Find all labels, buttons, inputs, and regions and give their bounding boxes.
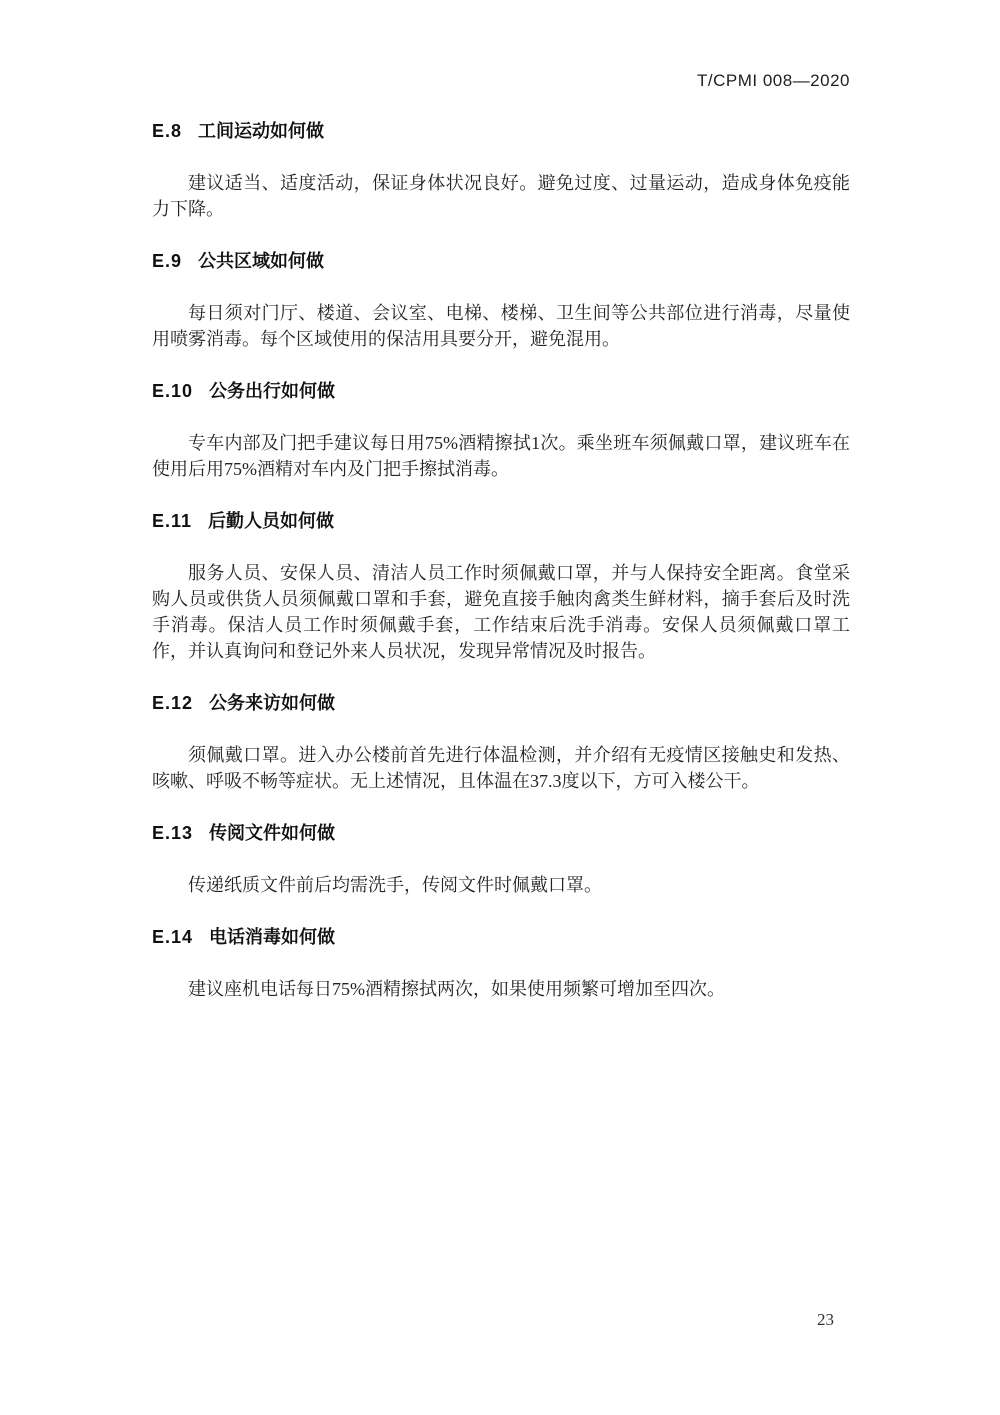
section-title: 后勤人员如何做 bbox=[208, 511, 335, 531]
section-heading-e13 bbox=[152, 820, 850, 846]
section-heading-e9 bbox=[152, 248, 850, 274]
page-number: 23 bbox=[817, 1310, 834, 1329]
section-title: 电话消毒如何做 bbox=[209, 927, 336, 947]
section-title: 工间运动如何做 bbox=[198, 121, 325, 141]
section-heading-e12 bbox=[152, 690, 850, 716]
section-heading-e11 bbox=[152, 508, 850, 534]
document-body bbox=[152, 118, 850, 1002]
section-paragraph-e13: 传递纸质文件前后均需洗手，传阅文件时佩戴口罩。 bbox=[188, 875, 602, 895]
section-heading-e14 bbox=[152, 924, 850, 950]
section-title: 传阅文件如何做 bbox=[209, 823, 336, 843]
section-paragraph-e12: 须佩戴口罩。进入办公楼前首先进行体温检测，并介绍有无疫情区接触史和发热、咳嗽、呼吸不畅等症状。无上述情况，且体温在37.3度以下，方可入楼公干。 bbox=[152, 745, 850, 791]
section-title: 公务出行如何做 bbox=[209, 381, 336, 401]
section-number: E.13 bbox=[152, 823, 194, 843]
section-title: 公共区域如何做 bbox=[198, 251, 325, 271]
section-number: E.14 bbox=[152, 927, 194, 947]
section-paragraph-e10: 专车内部及门把手建议每日用75%酒精擦拭1次。乘坐班车须佩戴口罩，建议班车在使用后用75%酒精对车内及门把手擦拭消毒。 bbox=[152, 433, 850, 479]
section-heading-e8 bbox=[152, 118, 850, 144]
section-number: E.12 bbox=[152, 693, 194, 713]
section-paragraph-e14: 建议座机电话每日75%酒精擦拭两次，如果使用频繁可增加至四次。 bbox=[188, 979, 725, 999]
section-paragraph-e9: 每日须对门厅、楼道、会议室、电梯、楼梯、卫生间等公共部位进行消毒，尽量使用喷雾消毒。每个区域使用的保洁用具要分开，避免混用。 bbox=[152, 303, 850, 349]
section-title: 公务来访如何做 bbox=[209, 693, 336, 713]
section-number: E.8 bbox=[152, 121, 183, 141]
section-paragraph-e11: 服务人员、安保人员、清洁人员工作时须佩戴口罩，并与人保持安全距离。食堂采购人员或供货人员须佩戴口罩和手套，避免直接手触肉禽类生鲜材料，摘手套后及时洗手消毒。保洁人员工作时须佩戴手套，工作结束后洗手消毒。安保人员须佩戴口罩工作，并认真询问和登记外来人员状况，发现异常情况及时报告。 bbox=[152, 563, 850, 661]
section-number: E.10 bbox=[152, 381, 194, 401]
section-number: E.11 bbox=[152, 511, 193, 531]
section-heading-e10 bbox=[152, 378, 850, 404]
document-code-header: T/CPMI 008—2020 bbox=[696, 71, 850, 90]
section-number: E.9 bbox=[152, 251, 183, 271]
section-paragraph-e8: 建议适当、适度活动，保证身体状况良好。避免过度、过量运动，造成身体免疫能力下降。 bbox=[152, 173, 850, 219]
